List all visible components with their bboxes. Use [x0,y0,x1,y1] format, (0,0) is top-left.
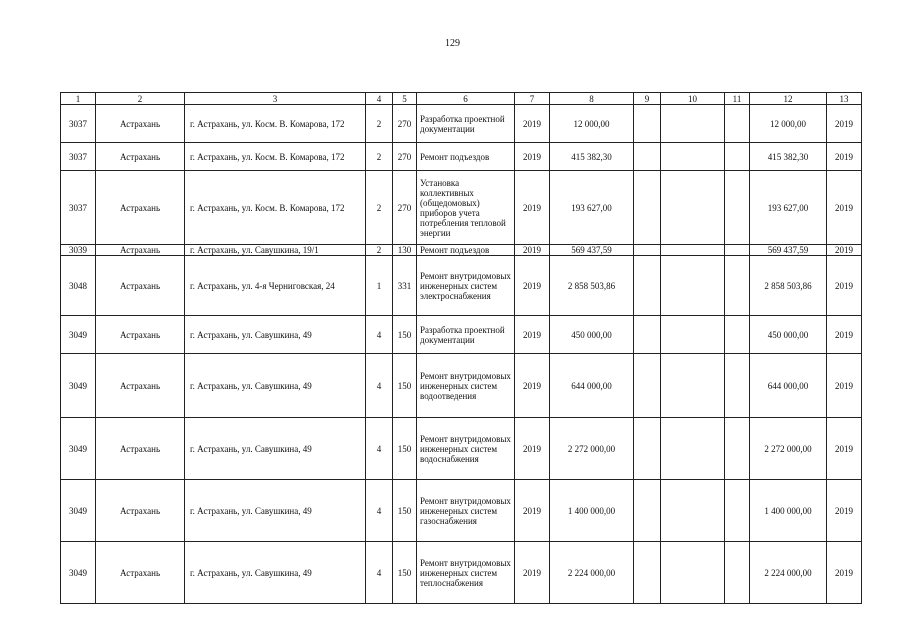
col-cost-cell: 12 000,00 [550,105,634,143]
col-year-built-cell: 150 [393,542,417,604]
header-cell: 10 [661,93,725,105]
col-10-cell [661,418,725,480]
col-9-cell [634,316,661,354]
col-total-cell: 2 224 000,00 [750,542,827,604]
header-cell: 7 [515,93,550,105]
col-floors-cell: 2 [366,245,393,256]
col-year-built-cell: 270 [393,143,417,171]
col-address-cell: г. Астрахань, ул. Савушкина, 19/1 [185,245,366,256]
col-13-cell: 2019 [827,171,862,245]
col-year-cell: 2019 [515,542,550,604]
col-num-cell: 3048 [61,256,96,316]
col-floors-cell: 2 [366,171,393,245]
col-year-cell: 2019 [515,245,550,256]
col-city-cell: Астрахань [96,171,185,245]
col-address-cell: г. Астрахань, ул. Савушкина, 49 [185,316,366,354]
col-13-cell: 2019 [827,143,862,171]
col-address-cell: г. Астрахань, ул. Косм. В. Комарова, 172 [185,105,366,143]
col-work-type-cell: Ремонт внутридомовых инженерных систем водоотведения [417,354,515,418]
col-9-cell [634,480,661,542]
col-floors-cell: 4 [366,418,393,480]
col-work-type-cell: Ремонт внутридомовых инженерных систем теплоснабжения [417,542,515,604]
col-10-cell [661,256,725,316]
col-work-type-cell: Установка коллективных (общедомовых) приборов учета потребления тепловой энергии [417,171,515,245]
table-row [61,542,862,604]
col-year-built-cell: 150 [393,418,417,480]
col-city-cell: Астрахань [96,316,185,354]
col-13-cell: 2019 [827,542,862,604]
col-cost-cell: 2 858 503,86 [550,256,634,316]
col-city-cell: Астрахань [96,418,185,480]
col-cost-cell: 2 224 000,00 [550,542,634,604]
col-13-cell: 2019 [827,480,862,542]
col-num-cell: 3037 [61,171,96,245]
col-9-cell [634,171,661,245]
col-address-cell: г. Астрахань, ул. Косм. В. Комарова, 172 [185,143,366,171]
col-year-built-cell: 331 [393,256,417,316]
col-work-type-cell: Ремонт подъездов [417,245,515,256]
header-cell: 2 [96,93,185,105]
header-cell: 12 [750,93,827,105]
col-9-cell [634,354,661,418]
col-11-cell [725,542,750,604]
col-year-cell: 2019 [515,418,550,480]
col-floors-cell: 2 [366,143,393,171]
col-10-cell [661,143,725,171]
header-cell: 8 [550,93,634,105]
col-11-cell [725,171,750,245]
col-cost-cell: 644 000,00 [550,354,634,418]
col-year-built-cell: 270 [393,105,417,143]
col-total-cell: 1 400 000,00 [750,480,827,542]
col-13-cell: 2019 [827,245,862,256]
col-11-cell [725,354,750,418]
col-11-cell [725,256,750,316]
table-row [61,354,862,418]
header-cell: 9 [634,93,661,105]
col-work-type-cell: Ремонт внутридомовых инженерных систем электроснабжения [417,256,515,316]
header-cell: 1 [61,93,96,105]
header-cell: 11 [725,93,750,105]
page-number: 129 [445,38,460,49]
col-city-cell: Астрахань [96,143,185,171]
col-11-cell [725,418,750,480]
col-address-cell: г. Астрахань, ул. 4-я Черниговская, 24 [185,256,366,316]
table-row [61,105,862,143]
header-cell: 6 [417,93,515,105]
header-cell: 13 [827,93,862,105]
col-floors-cell: 4 [366,480,393,542]
col-work-type-cell: Разработка проектной документации [417,105,515,143]
col-9-cell [634,105,661,143]
col-address-cell: г. Астрахань, ул. Савушкина, 49 [185,542,366,604]
table-row [61,143,862,171]
col-cost-cell: 569 437,59 [550,245,634,256]
col-num-cell: 3049 [61,354,96,418]
col-year-cell: 2019 [515,354,550,418]
col-year-built-cell: 150 [393,480,417,542]
col-work-type-cell: Разработка проектной документации [417,316,515,354]
col-floors-cell: 4 [366,316,393,354]
col-9-cell [634,542,661,604]
col-address-cell: г. Астрахань, ул. Савушкина, 49 [185,418,366,480]
col-total-cell: 193 627,00 [750,171,827,245]
col-year-built-cell: 150 [393,316,417,354]
col-13-cell: 2019 [827,105,862,143]
col-13-cell: 2019 [827,256,862,316]
col-11-cell [725,105,750,143]
col-cost-cell: 1 400 000,00 [550,480,634,542]
col-year-built-cell: 150 [393,354,417,418]
col-work-type-cell: Ремонт внутридомовых инженерных систем водоснабжения [417,418,515,480]
header-cell: 3 [185,93,366,105]
col-num-cell: 3037 [61,105,96,143]
col-11-cell [725,143,750,171]
table-row [61,245,862,256]
col-num-cell: 3039 [61,245,96,256]
col-floors-cell: 2 [366,105,393,143]
col-year-cell: 2019 [515,256,550,316]
header-row [61,93,862,105]
col-9-cell [634,143,661,171]
col-year-built-cell: 270 [393,171,417,245]
col-total-cell: 644 000,00 [750,354,827,418]
col-10-cell [661,245,725,256]
col-num-cell: 3049 [61,418,96,480]
col-year-cell: 2019 [515,171,550,245]
col-cost-cell: 193 627,00 [550,171,634,245]
col-10-cell [661,542,725,604]
col-num-cell: 3049 [61,480,96,542]
col-num-cell: 3037 [61,143,96,171]
col-city-cell: Астрахань [96,105,185,143]
col-year-cell: 2019 [515,105,550,143]
col-floors-cell: 4 [366,542,393,604]
col-city-cell: Астрахань [96,245,185,256]
col-cost-cell: 415 382,30 [550,143,634,171]
table-row [61,171,862,245]
data-table [60,92,862,604]
col-10-cell [661,480,725,542]
col-10-cell [661,105,725,143]
col-total-cell: 2 858 503,86 [750,256,827,316]
col-cost-cell: 2 272 000,00 [550,418,634,480]
col-num-cell: 3049 [61,316,96,354]
col-total-cell: 2 272 000,00 [750,418,827,480]
col-total-cell: 450 000,00 [750,316,827,354]
col-city-cell: Астрахань [96,256,185,316]
col-city-cell: Астрахань [96,542,185,604]
col-work-type-cell: Ремонт подъездов [417,143,515,171]
col-11-cell [725,316,750,354]
col-year-cell: 2019 [515,480,550,542]
col-total-cell: 415 382,30 [750,143,827,171]
header-cell: 5 [393,93,417,105]
col-num-cell: 3049 [61,542,96,604]
col-floors-cell: 4 [366,354,393,418]
col-9-cell [634,418,661,480]
col-13-cell: 2019 [827,316,862,354]
col-10-cell [661,171,725,245]
col-11-cell [725,245,750,256]
col-floors-cell: 1 [366,256,393,316]
table-row [61,418,862,480]
col-total-cell: 12 000,00 [750,105,827,143]
col-13-cell: 2019 [827,354,862,418]
col-total-cell: 569 437,59 [750,245,827,256]
col-10-cell [661,354,725,418]
col-city-cell: Астрахань [96,354,185,418]
header-cell: 4 [366,93,393,105]
col-9-cell [634,245,661,256]
col-year-cell: 2019 [515,316,550,354]
col-address-cell: г. Астрахань, ул. Савушкина, 49 [185,480,366,542]
col-address-cell: г. Астрахань, ул. Савушкина, 49 [185,354,366,418]
col-address-cell: г. Астрахань, ул. Косм. В. Комарова, 172 [185,171,366,245]
table-row [61,480,862,542]
col-11-cell [725,480,750,542]
table-row [61,316,862,354]
col-work-type-cell: Ремонт внутридомовых инженерных систем газоснабжения [417,480,515,542]
table-row [61,256,862,316]
col-9-cell [634,256,661,316]
col-cost-cell: 450 000,00 [550,316,634,354]
col-13-cell: 2019 [827,418,862,480]
col-year-cell: 2019 [515,143,550,171]
col-year-built-cell: 130 [393,245,417,256]
col-10-cell [661,316,725,354]
col-city-cell: Астрахань [96,480,185,542]
